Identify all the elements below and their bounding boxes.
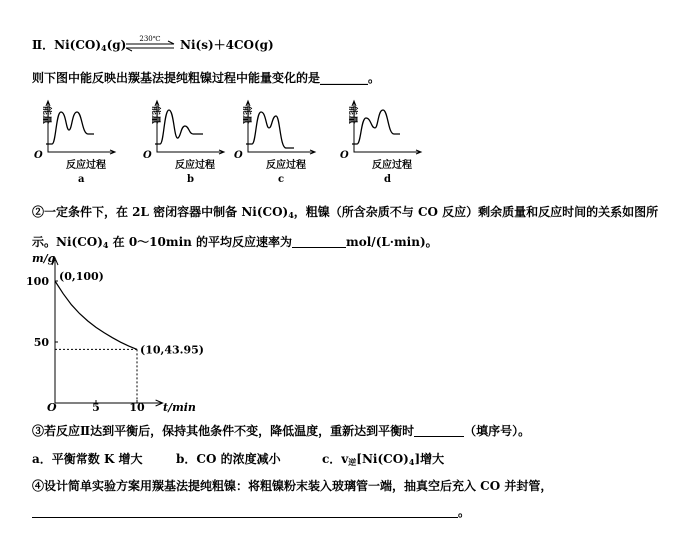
- end-point-label: (10,43.95): [140, 343, 204, 357]
- energy-diagram-plot: [36, 100, 116, 162]
- q3-text: ③若反应Ⅱ达到平衡后，保持其他条件不变，降低温度，重新达到平衡时: [32, 424, 415, 438]
- q2-line1: [32, 204, 658, 223]
- origin-label: O: [234, 150, 243, 161]
- energy-diagram-plot: [342, 100, 422, 162]
- option-c: [322, 451, 444, 470]
- q2-line1-tail: ，粗镍（所含杂质不与 CO 反应）剩余质量和反应时间的关系如图所: [293, 205, 659, 219]
- origin-label: O: [143, 150, 152, 161]
- energy-diagram-a: [34, 100, 116, 185]
- q2-unit: mol/(L·min)。: [346, 235, 438, 249]
- energy-axis-label: 能量: [150, 106, 160, 125]
- subscript: 逆: [348, 457, 357, 467]
- q2-line2-mid: 在 0～10min 的平均反应速率为: [108, 235, 293, 249]
- energy-axis-label: 能量: [241, 106, 251, 125]
- axes: [157, 102, 223, 152]
- mass-time-chart: [26, 252, 210, 414]
- energy-curve: [155, 110, 203, 144]
- mass-curve: [55, 281, 137, 349]
- q3-tail: （填序号）。: [464, 424, 531, 438]
- q2-line2: [32, 234, 438, 253]
- start-point-label: (0,100): [59, 270, 104, 283]
- x-tick-label: 10: [129, 401, 145, 414]
- answer-blank[interactable]: [292, 235, 346, 248]
- answer-blank[interactable]: [32, 505, 458, 518]
- origin-label: O: [340, 150, 349, 161]
- process-axis-label: 反应过程: [66, 160, 106, 171]
- option-a: a．平衡常数 K 增大: [32, 452, 143, 466]
- process-axis-label: 反应过程: [175, 160, 215, 171]
- q4: ④设计简单实验方案用羰基法提纯粗镍：将粗镍粉末装入玻璃管一端，抽真空后充入 CO 并封管，: [32, 479, 553, 493]
- process-axis-label: 反应过程: [372, 160, 412, 171]
- energy-question: 则下图中能反映出羰基法提纯粗镍过程中能量变化的是________。: [32, 71, 381, 85]
- energy-curve: [352, 110, 400, 144]
- diagram-tag: a: [78, 174, 85, 185]
- q3: [32, 423, 530, 439]
- option-c-formula: [Ni(CO): [356, 452, 409, 466]
- origin-label: O: [34, 150, 43, 161]
- energy-diagram-plot: [236, 100, 316, 162]
- reactant-state: (g): [106, 38, 127, 52]
- option-c-label: c．v: [322, 452, 349, 466]
- axes: [48, 102, 114, 152]
- axes: [248, 102, 314, 152]
- equilibrium-arrow-icon: [124, 34, 176, 54]
- q2-line1-text: ②一定条件下，在 2L 密闭容器中制备 Ni(CO): [32, 205, 289, 219]
- diagram-tag: b: [187, 174, 194, 185]
- q2-line2-text: 示。Ni(CO): [32, 235, 103, 249]
- energy-axis-label: 能量: [347, 106, 357, 125]
- q4-end: 。: [458, 505, 471, 519]
- subscript: 4: [288, 210, 294, 220]
- y-axis-label: m/g: [32, 252, 56, 265]
- energy-axis-label: 能量: [41, 106, 51, 125]
- energy-diagram-b: [143, 100, 225, 185]
- reaction-condition: 230℃: [139, 35, 161, 43]
- energy-diagram-plot: [145, 100, 225, 162]
- process-axis-label: 反应过程: [266, 160, 306, 171]
- origin-label: O: [47, 401, 57, 414]
- x-tick-label: 5: [92, 401, 100, 414]
- reactant: Ni(CO): [54, 38, 102, 52]
- x-axis-label: t/min: [163, 401, 196, 414]
- q4-answer-line: [32, 504, 470, 520]
- option-c-tail: ]增大: [414, 452, 445, 466]
- reaction-equation: [32, 37, 126, 56]
- energy-curve: [246, 112, 294, 148]
- answer-blank[interactable]: [414, 424, 464, 437]
- y-tick-label: 50: [33, 336, 49, 349]
- energy-diagram-c: [234, 100, 316, 185]
- option-b: b．CO 的浓度减小: [176, 452, 281, 466]
- subscript: 4: [408, 457, 415, 467]
- energy-curve: [46, 112, 94, 144]
- axes: [354, 102, 420, 152]
- diagram-tag: c: [278, 174, 285, 185]
- energy-diagram-d: [340, 100, 422, 185]
- subscript: 4: [101, 43, 107, 53]
- diagram-tag: d: [384, 174, 391, 185]
- roman-numeral: Ⅱ．: [32, 38, 55, 52]
- subscript: 4: [102, 240, 109, 250]
- products: Ni(s)＋4CO(g): [180, 38, 274, 52]
- y-tick-label: 100: [26, 275, 49, 288]
